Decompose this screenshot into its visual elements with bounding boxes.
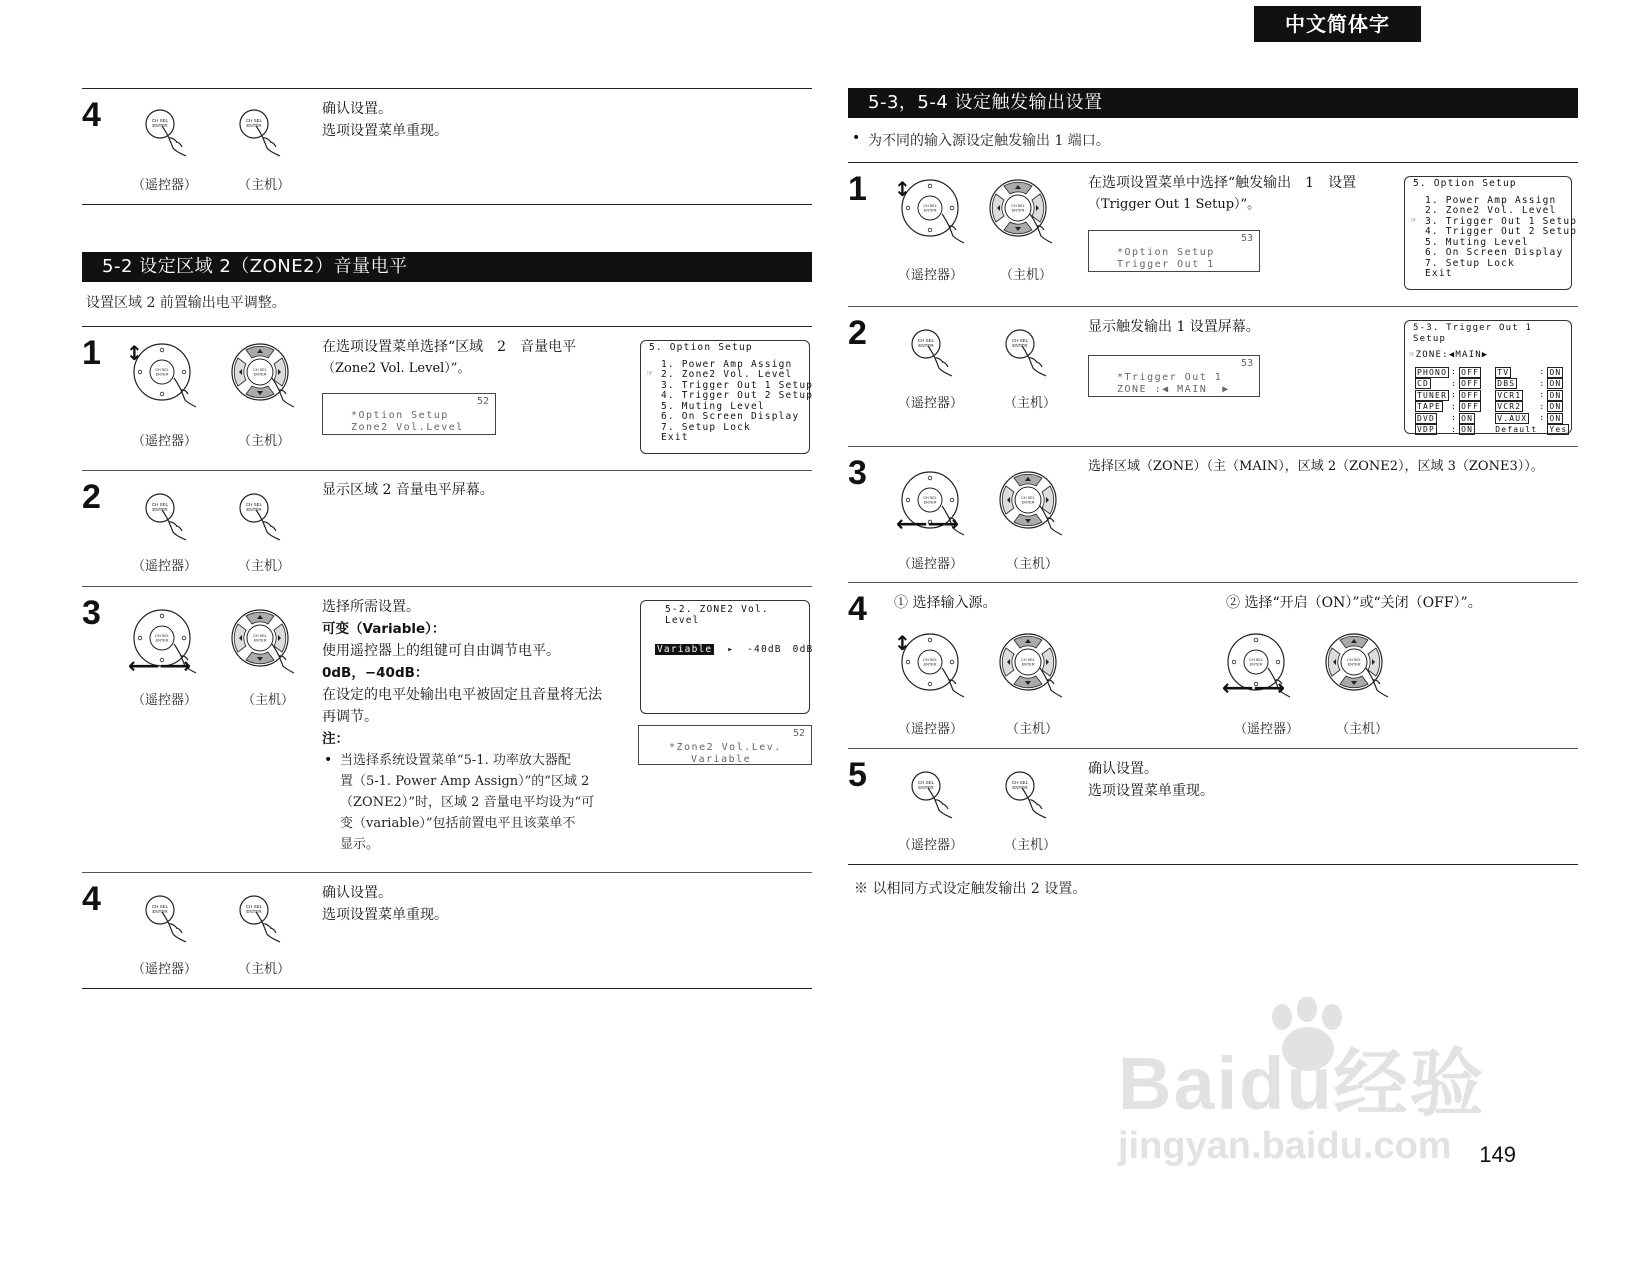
- trigger-row: [1415, 390, 1571, 402]
- enter-button-remote-icon: [138, 488, 198, 548]
- source-label: TAPE: [1417, 402, 1442, 411]
- divider: [82, 88, 812, 89]
- step-number: 5: [848, 756, 867, 794]
- caption-main: （主机）: [1006, 722, 1059, 737]
- step-number: 4: [82, 880, 101, 918]
- enter-button-main-icon: [232, 488, 292, 548]
- main-dpad-icon: [222, 340, 302, 410]
- page-number: 149: [1479, 1142, 1516, 1167]
- up-down-arrow-icon: ↕: [126, 341, 143, 365]
- divider: [848, 864, 1578, 865]
- trigger-row: [1415, 367, 1571, 379]
- main-dpad-icon: [990, 468, 1070, 538]
- caption-remote: （遥控器）: [898, 722, 964, 737]
- enter-button-remote-icon: [138, 104, 198, 164]
- divider: [82, 204, 812, 205]
- step-number: 1: [82, 334, 101, 372]
- trigger-row: [1415, 378, 1571, 390]
- divider: [848, 446, 1578, 447]
- caption-remote: （遥控器）: [132, 693, 198, 708]
- trigger-row: [1415, 401, 1571, 413]
- trigger-row: [1415, 424, 1571, 436]
- caption-main: （主机）: [238, 559, 291, 574]
- source-value: ON: [1549, 379, 1562, 388]
- step-text: 确认设置。 选项设置菜单重现。: [322, 101, 448, 139]
- divider: [82, 586, 812, 587]
- divider: [82, 988, 812, 989]
- separator: :: [1539, 390, 1546, 399]
- step-text: 确认设置。 选项设置菜单重现。: [1088, 761, 1214, 799]
- caption-remote: （遥控器）: [132, 434, 198, 449]
- up-down-arrow-icon: ↕: [894, 631, 911, 655]
- divider: [848, 748, 1578, 749]
- step-text: 在选项设置菜单选择“区域 2 音量电平 （Zone2 Vol. Level）”。: [322, 339, 577, 376]
- caption-main: （主机）: [1000, 268, 1053, 283]
- separator: :: [1451, 401, 1458, 411]
- pointer-icon: ☞: [1409, 350, 1416, 360]
- caption-remote: （遥控器）: [898, 838, 964, 853]
- section-intro: 设置区域 2 前置输出电平调整。: [86, 295, 286, 311]
- source-label: TUNER: [1417, 390, 1448, 400]
- enter-button-remote-icon: [904, 766, 964, 826]
- main-dpad-icon: [980, 176, 1060, 246]
- divider: [82, 326, 812, 327]
- source-value: ON: [1549, 367, 1562, 377]
- separator: :: [1539, 413, 1546, 422]
- source-value: OFF: [1461, 390, 1480, 400]
- source-label: PHONO: [1417, 367, 1448, 377]
- source-label: Default: [1495, 424, 1538, 434]
- lcd-display: 53 *Trigger Out 1 ZONE :◀ MAIN ▶: [1088, 355, 1260, 397]
- divider: [848, 582, 1578, 583]
- step-number: 4: [82, 96, 101, 134]
- separator: [1539, 424, 1547, 436]
- section-title-5-2: 5-2 设定区域 2（ZONE2）音量电平: [82, 252, 812, 282]
- divider: [848, 306, 1578, 307]
- note-text: 当选择系统设置菜单“5-1. 功率放大器配 置（5-1. Power Amp Assign）”的“区域 2 （ZONE2）”时，区域 2 音量电平均设为“可 变（variable）”包括前置电平且该菜单不 显示。: [340, 753, 595, 852]
- source-value: OFF: [1461, 367, 1480, 377]
- step-number: 4: [848, 590, 867, 628]
- baidu-jingyan-watermark: Baidu经验 jingyan.baidu.com: [1118, 1005, 1490, 1185]
- minus-40db-option: -40dB: [747, 644, 782, 655]
- caption-main: （主机）: [1004, 838, 1057, 853]
- step-text: 选择所需设置。 可变（Variable）： 使用遥控器上的组键可自由调节电平。 0dB，−40dB： 在设定的电平处输出电平被固定且音量将无法 再调节。 注：: [322, 599, 602, 747]
- divider: [82, 470, 812, 471]
- step-text: 确认设置。 选项设置菜单重现。: [322, 885, 448, 923]
- separator: :: [1539, 367, 1546, 376]
- left-right-arrow-icon: ⟵⟶: [128, 654, 192, 679]
- caption-remote: （遥控器）: [898, 268, 964, 283]
- divider: [848, 162, 1578, 163]
- main-dpad-icon: [990, 630, 1070, 700]
- enter-button-remote-icon: [904, 324, 964, 384]
- enter-button-main-icon: [998, 324, 1058, 384]
- lcd-display: 52 *Zone2 Vol.Lev. Variable: [638, 725, 812, 765]
- left-right-arrow-icon: ⟵⟶: [896, 512, 960, 537]
- caption-remote: （遥控器）: [898, 557, 964, 572]
- caption-remote: （遥控器）: [132, 962, 198, 977]
- footnote: ※ 以相同方式设定触发输出 2 设置。: [854, 881, 1087, 897]
- step-text: 显示区域 2 音量电平屏幕。: [322, 482, 494, 498]
- step-text: 选择区域（ZONE）（主（MAIN），区域 2（ZONE2），区域 3（ZONE3））。: [1088, 459, 1544, 474]
- step-subtext-1: ① 选择输入源。: [894, 595, 997, 611]
- separator: :: [1539, 401, 1546, 411]
- source-label: V.AUX: [1497, 413, 1528, 423]
- caption-main: （主机）: [1336, 722, 1389, 737]
- language-tab: 中文简体字: [1254, 6, 1421, 42]
- caption-main: （主机）: [238, 962, 291, 977]
- divider: [82, 872, 812, 873]
- source-value: Yes: [1549, 425, 1568, 434]
- caption-remote: （遥控器）: [1234, 722, 1300, 737]
- step-text: 显示触发输出 1 设置屏幕。: [1088, 319, 1260, 335]
- lcd-display: 52 *Option Setup Zone2 Vol.Level: [322, 393, 496, 435]
- source-label: DBS: [1497, 379, 1516, 388]
- source-label: DVD: [1417, 413, 1436, 423]
- source-value: OFF: [1461, 379, 1480, 388]
- source-label: CD: [1417, 379, 1430, 388]
- variable-option: Variable: [657, 644, 713, 655]
- main-dpad-icon: [222, 606, 302, 676]
- lcd-display: 53 *Option Setup Trigger Out 1: [1088, 230, 1260, 272]
- enter-button-main-icon: [998, 766, 1058, 826]
- source-value: ON: [1461, 413, 1474, 423]
- separator: :: [1539, 378, 1546, 388]
- separator: :: [1451, 390, 1458, 399]
- step-number: 3: [848, 454, 867, 492]
- caption-remote: （遥控器）: [132, 559, 198, 574]
- caption-main: （主机）: [1004, 396, 1057, 411]
- caption-remote: （遥控器）: [132, 178, 198, 193]
- caption-remote: （遥控器）: [898, 396, 964, 411]
- enter-button-main-icon: [232, 890, 292, 950]
- separator: :: [1451, 378, 1458, 388]
- source-value: ON: [1549, 402, 1562, 411]
- section-title-5-3: 5-3，5-4 设定触发输出设置: [848, 88, 1578, 118]
- trigger-out-setup-screen: 5-3. Trigger Out 1 Setup ☞ZONE:◀MAIN▶ PHONO : OFF TV : ON CD : OFF DBS : ON TUNER : OFF VCR1 : ON TAPE : OFF VCR2 : ON DVD : ON V.AUX : ON VDP : ON Default Yes: [1404, 320, 1572, 434]
- zone2-vol-level-screen: 5-2. ZONE2 Vol. Level Variable ▸ -40dB 0dB: [640, 600, 810, 714]
- option-setup-menu-screen: 5. Option Setup 1. Power Amp Assign 2. Zone2 Vol. Level ☞ 3. Trigger Out 1 Setup 4. Trigger Out 2 Setup 5. Muting Level 6. On Screen Display 7. Setup Lock Exit: [1404, 176, 1572, 290]
- section-intro: 为不同的输入源设定触发输出 1 端口。: [868, 133, 1110, 149]
- option-setup-menu-screen: 5. Option Setup 1. Power Amp Assign ☞ 2. Zone2 Vol. Level 3. Trigger Out 1 Setup 4. Trigger Out 2 Setup 5. Muting Level 6. On Screen Display 7. Setup Lock Exit: [640, 340, 810, 454]
- arrow-right-icon: ▸: [727, 644, 735, 655]
- bullet-icon: •: [852, 130, 861, 146]
- step-number: 1: [848, 170, 867, 208]
- source-value: ON: [1461, 425, 1474, 434]
- source-label: VDP: [1417, 425, 1436, 434]
- source-value: OFF: [1461, 402, 1480, 411]
- zero-db-option: 0dB: [792, 644, 814, 655]
- separator: :: [1451, 367, 1458, 376]
- enter-button-remote-icon: [138, 890, 198, 950]
- separator: :: [1451, 424, 1458, 434]
- caption-main: （主机）: [1006, 557, 1059, 572]
- source-label: TV: [1497, 367, 1510, 377]
- step-text: 在选项设置菜单中选择“触发输出 1 设置 （Trigger Out 1 Setup）”。: [1088, 175, 1357, 212]
- step-number: 2: [848, 314, 867, 352]
- main-dpad-icon: [1316, 630, 1396, 700]
- caption-main: （主机）: [242, 693, 295, 708]
- bullet-icon: •: [324, 752, 333, 768]
- step-number: 3: [82, 594, 101, 632]
- trigger-table: [1415, 367, 1571, 436]
- up-down-arrow-icon: ↕: [894, 177, 911, 201]
- source-label: VCR2: [1497, 402, 1522, 411]
- source-value: ON: [1549, 390, 1562, 400]
- step-subtext-2: ② 选择“开启（ON）”或“关闭（OFF）”。: [1226, 595, 1482, 611]
- caption-main: （主机）: [238, 434, 291, 449]
- caption-main: （主机）: [238, 178, 291, 193]
- step-number: 2: [82, 478, 101, 516]
- left-right-arrow-icon: ⟵⟶: [1222, 676, 1286, 701]
- source-value: ON: [1549, 413, 1562, 423]
- separator: :: [1451, 413, 1458, 422]
- trigger-row: [1415, 413, 1571, 425]
- source-label: VCR1: [1497, 390, 1522, 400]
- enter-button-main-icon: [232, 104, 292, 164]
